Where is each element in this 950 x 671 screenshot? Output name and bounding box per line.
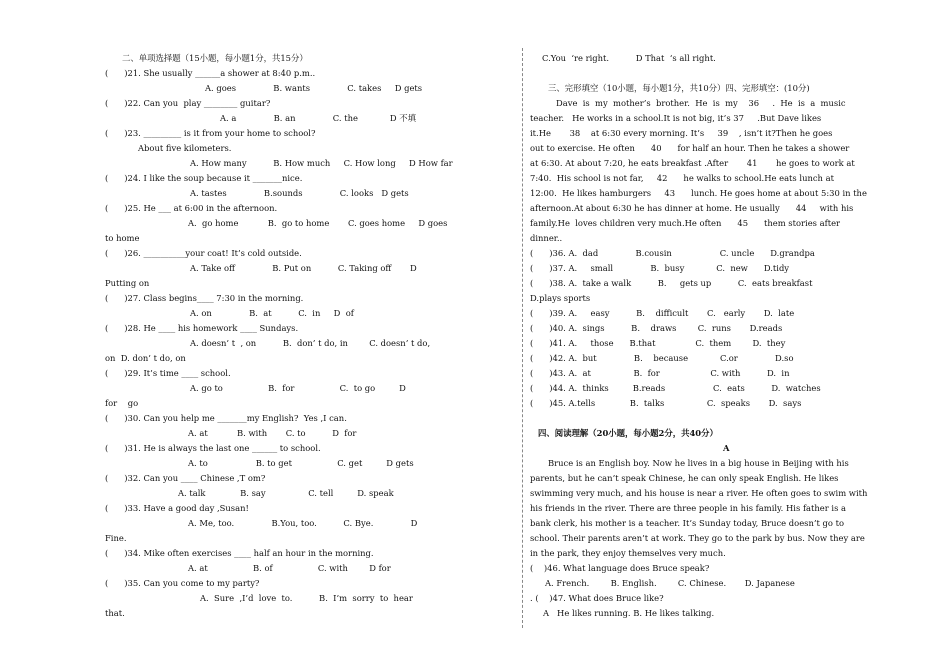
left-column-line: A. talk B. say C. tell D. speak [178, 488, 394, 498]
right-column-line: . ( )47. What does Bruce like? [530, 593, 664, 603]
left-column-line: A. at B. of C. with D for [188, 563, 391, 573]
left-column-line: ( )26. __________your coat! It’s cold outside. [105, 248, 302, 258]
right-column-line: in the park, they enjoy themselves very much. [530, 548, 726, 558]
right-column-line: ( )38. A. take a walk B. gets up C. eats breakfast [530, 278, 813, 288]
left-column-line: to home [105, 233, 140, 243]
right-column-line: ( )46. What language does Bruce speak? [530, 563, 710, 573]
right-column-line: ( )42. A. but B. because C.or D.so [530, 353, 794, 363]
right-column-line: ( )43. A. at B. for C. with D. in [530, 368, 790, 378]
left-column-line: ( )30. Can you help me _______my English? Yes ,I can. [105, 413, 347, 423]
right-column-line: his friends in the river. There are three people in his family. His father is a [530, 503, 847, 513]
left-column-line: A. go home B. go to home C. goes home D goes [188, 218, 448, 228]
left-column-line: ( )21. She usually ______a shower at 8:40 p.m.. [105, 68, 316, 78]
right-column-line: A He likes running. B. He likes talking. [543, 608, 715, 618]
left-column-line: About five kilometers. [138, 143, 232, 153]
left-column-line: ( )22. Can you play ________ guitar? [105, 98, 271, 108]
left-column-line: ( )24. I like the soup because it _______nice. [105, 173, 303, 183]
left-column-line: ( )35. Can you come to my party? [105, 578, 260, 588]
right-column-line: afternoon.At about 6:30 he has dinner at home. He usually 44 with his [530, 203, 854, 213]
right-column-line: ( )37. A. small B. busy C. new D.tidy [530, 263, 790, 273]
right-column-line: Bruce is an English boy. Now he lives in a big house in Beijing with his [548, 458, 849, 468]
left-column-line: ( )34. Mike often exercises ____ half an hour in the morning. [105, 548, 374, 558]
left-column-line: A. go to B. for C. to go D [190, 383, 406, 393]
right-column-line: ( )39. A. easy B. difficult C. early D. late [530, 308, 795, 318]
right-column-line: 7:40. His school is not far, 42 he walks to school.He eats lunch at [530, 173, 834, 183]
right-column-line: ( )45. A.tells B. talks C. speaks D. says [530, 398, 802, 408]
right-column-line: ( )41. A. those B.that C. them D. they [530, 338, 786, 348]
right-column-line: C.You ‘re right. D That ‘s all right. [542, 53, 716, 63]
right-column-line: bank clerk, his mother is a teacher. It’s Sunday today, Bruce doesn’t go to [530, 518, 845, 528]
left-column-line: Putting on [105, 278, 150, 288]
left-column-line: A. at B. with C. to D for [188, 428, 357, 438]
right-column-line: ( )40. A. sings B. draws C. runs D.reads [530, 323, 783, 333]
left-column-line: A. doesn’ t , on B. don’ t do, in C. doesn’ t do, [190, 338, 431, 348]
column-divider [522, 48, 523, 628]
right-column-line: Dave is my mother’s brother. He is my 36 . He is a music [556, 98, 846, 108]
right-column-line: ( )36. A. dad B.cousin C. uncle D.grandpa [530, 248, 815, 258]
right-column-line: swimming very much, and his house is near a river. He often goes to swim with [530, 488, 868, 498]
left-column-line: ( )31. He is always the last one ______ to school. [105, 443, 321, 453]
right-column-line: 四、阅读理解（20小题，每小题2分，共40分） [538, 428, 718, 438]
left-column-line: A. Take off B. Put on C. Taking off D [190, 263, 417, 273]
left-column-line: ( )23. _________ is it from your home to school? [105, 128, 316, 138]
left-column-line: that. [105, 608, 125, 618]
left-column-line: A. Me, too. B.You, too. C. Bye. D [188, 518, 418, 528]
left-column-line: ( )27. Class begins____ 7:30 in the morning. [105, 293, 304, 303]
right-column-line: 三、完形填空（10小题，每小题1分，共10分）四、完形填空：(10分) [548, 83, 810, 93]
left-column-line: A. goes B. wants C. takes D gets [205, 83, 423, 93]
left-column-line: ( )25. He ___ at 6:00 in the afternoon. [105, 203, 278, 213]
left-column-line: Fine. [105, 533, 127, 543]
right-column-line: family.He loves children very much.He often 45 them stories after [530, 218, 841, 228]
right-column-line: out to exercise. He often 40 for half an hour. Then he takes a shower [530, 143, 850, 153]
left-column-line: ( )32. Can you ____ Chinese ,T om? [105, 473, 266, 483]
left-column-line: A. to B. to get C. get D gets [188, 458, 414, 468]
right-column-line: 12:00. He likes hamburgers 43 lunch. He goes home at about 5:30 in the [530, 188, 867, 198]
left-column-line: A. How many B. How much C. How long D How far [190, 158, 453, 168]
right-column-line: at 6:30. At about 7:20, he eats breakfast .After 41 he goes to work at [530, 158, 855, 168]
left-column-line: ( )33. Have a good day ,Susan! [105, 503, 249, 513]
left-column-line: A. tastes B.sounds C. looks D gets [190, 188, 409, 198]
right-column-line: A [723, 443, 730, 453]
left-column-line: ( )28. He ____ his homework ____ Sundays. [105, 323, 299, 333]
right-column-line: ( )44. A. thinks B.reads C. eats D. watches [530, 383, 821, 393]
left-column-line: A. a B. an C. the D 不填 [220, 113, 416, 123]
left-column-line: A. Sure ,I’d love to. B. I’m sorry to hear [200, 593, 413, 603]
right-column-line: school. Their parents aren’t at work. They go to the park by bus. Now they are [530, 533, 865, 543]
right-column-line: teacher. He works in a school.It is not big, it’s 37 .But Dave likes [530, 113, 822, 123]
left-column-line: on D. don’ t do, on [105, 353, 186, 363]
left-column-line: for go [105, 398, 139, 408]
left-column-line: 二、单项选择题（15小题，每小题1分，共15分） [122, 53, 308, 63]
right-column-line: A. French. B. English. C. Chinese. D. Japanese [545, 578, 795, 588]
right-column-line: parents, but he can’t speak Chinese, he can only speak English. He likes [530, 473, 839, 483]
left-column-line: ( )29. It’s time ____ school. [105, 368, 231, 378]
right-column-line: it.He 38 at 6:30 every morning. It’s 39 , isn’t it?Then he goes [530, 128, 833, 138]
right-column-line: D.plays sports [530, 293, 591, 303]
left-column-line: A. on B. at C. in D of [190, 308, 354, 318]
right-column-line: dinner.. [530, 233, 563, 243]
